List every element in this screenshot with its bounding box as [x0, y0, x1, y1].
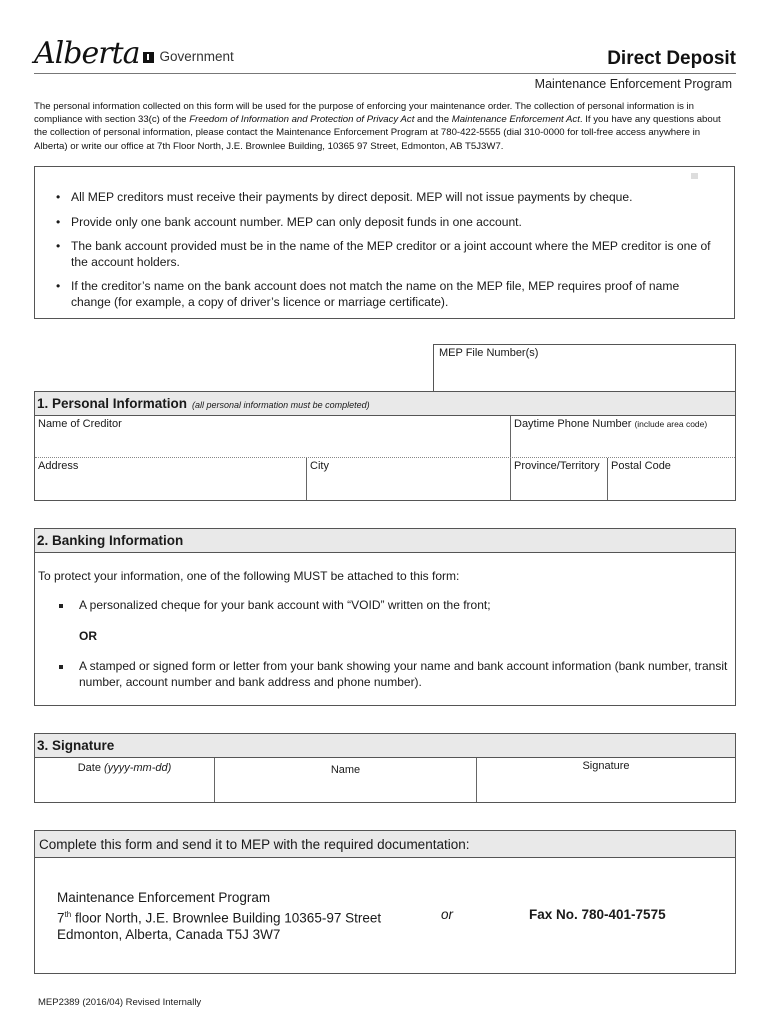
section-header [35, 392, 735, 416]
square-bullet-icon [59, 665, 63, 669]
floor-number: 7 [57, 910, 65, 925]
signature-section [34, 733, 736, 803]
section-note: (all personal information must be completed) [192, 399, 370, 410]
mailing-address [57, 890, 381, 943]
postal-code-label: Postal Code [611, 460, 671, 472]
province-territory-field[interactable] [511, 458, 608, 500]
section-title: 3. Signature [37, 738, 115, 753]
mep-file-number-label: MEP File Number(s) [439, 347, 539, 359]
section-header [35, 734, 735, 758]
address-line-2-text: floor North, J.E. Brownlee Building 10365-97 Street [71, 910, 382, 925]
daytime-phone-hint: (include area code) [634, 419, 708, 429]
requirement-item: • Provide only one bank account number. MEP can only deposit funds in one account. [71, 215, 721, 231]
requirements-list [71, 190, 721, 319]
address-line-1: Maintenance Enforcement Program [57, 890, 271, 905]
mep-file-number-field[interactable] [433, 344, 736, 392]
form-field-marker-icon [691, 173, 698, 179]
logo-flag-icon [143, 52, 154, 63]
banking-instructions [35, 553, 735, 705]
banking-information-section [34, 528, 736, 706]
personal-row-1 [35, 416, 735, 458]
section-title: 1. Personal Information [37, 396, 188, 411]
privacy-text-2: and the [414, 114, 452, 126]
privacy-text-1: The personal information collected on this form will be used for the purpose of enforcing your maintenance order. The collection of personal information is in compliance with section 33(c) of the [34, 101, 695, 126]
city-label: City [310, 460, 329, 472]
submission-instructions-box [34, 830, 736, 974]
requirement-item: • If the creditor’s name on the bank account does not match the name on the MEP file, MEP requires proof of name change (for example, a copy of driver’s licence or marriage certificate). [71, 279, 721, 310]
address-line-2 [57, 907, 381, 927]
signature-label: Signature [582, 760, 630, 772]
privacy-statement [34, 100, 734, 153]
foip-act-name: Freedom of Information and Protection of Privacy Act [189, 114, 415, 126]
province-territory-label: Province/Territory [514, 460, 600, 472]
date-label: Date [77, 762, 101, 774]
signature-field[interactable] [477, 758, 735, 802]
daytime-phone-field[interactable] [511, 416, 735, 457]
date-format-hint: (yyyy-mm-dd) [104, 762, 172, 774]
name-field[interactable] [215, 758, 477, 802]
submission-header: Complete this form and send it to MEP with the required documentation: [35, 831, 735, 858]
postal-code-field[interactable] [608, 458, 735, 500]
void-cheque-option: A personalized cheque for your bank account with “VOID” written on the front; [79, 598, 491, 612]
signature-row [35, 758, 735, 802]
bank-letter-option: A stamped or signed form or letter from your bank showing your name and bank account information (bank number, transit number, account number and bank address and phone number). [79, 659, 728, 689]
name-label: Name [330, 764, 361, 776]
personal-information-section [34, 391, 736, 501]
date-field[interactable] [35, 758, 215, 802]
square-bullet-icon [59, 604, 63, 608]
banking-intro: To protect your information, one of the following MUST be attached to this form: [38, 569, 460, 583]
creditor-name-field[interactable] [35, 416, 511, 457]
daytime-phone-label: Daytime Phone Number [514, 418, 632, 430]
city-field[interactable] [307, 458, 511, 500]
section-title: 2. Banking Information [37, 533, 184, 548]
floor-suffix: th [64, 909, 72, 919]
or-separator: OR [79, 629, 97, 643]
address-line-3: Edmonton, Alberta, Canada T5J 3W7 [57, 926, 281, 942]
personal-row-2 [35, 458, 735, 500]
requirements-notice-box [34, 166, 735, 319]
form-id-footer: MEP2389 (2016/04) Revised Internally [38, 997, 202, 1008]
address-field[interactable] [35, 458, 307, 500]
header-divider [34, 73, 736, 74]
submission-details [35, 858, 735, 973]
requirement-item: • The bank account provided must be in the name of the MEP creditor or a joint account where the MEP creditor is one of the account holders. [71, 239, 721, 270]
or-separator: or [441, 907, 454, 922]
logo-government-text: Government [159, 49, 234, 64]
alberta-government-logo [34, 32, 234, 72]
requirement-item: • All MEP creditors must receive their payments by direct deposit. MEP will not issue payments by cheque. [71, 190, 721, 206]
address-label: Address [38, 460, 79, 472]
mea-act-name: Maintenance Enforcement Act [451, 114, 580, 126]
logo-wordmark: Alberta [34, 36, 140, 71]
program-subtitle: Maintenance Enforcement Program [534, 77, 732, 91]
fax-number: Fax No. 780-401-7575 [529, 907, 666, 922]
page-title: Direct Deposit [607, 48, 736, 69]
section-header [35, 529, 735, 553]
creditor-name-label: Name of Creditor [38, 418, 122, 430]
privacy-text-3: . If you have any questions about the collection of personal information, please contact the Maintenance Enforcement Program at 780-422-5555 (dial 310-0000 for toll-free access anywhere in Alberta) or write our office at 7th Floor North, J.E. Brownlee Building, 10365 97 Street, Edmonton, AB T5J3W7. [34, 114, 721, 152]
